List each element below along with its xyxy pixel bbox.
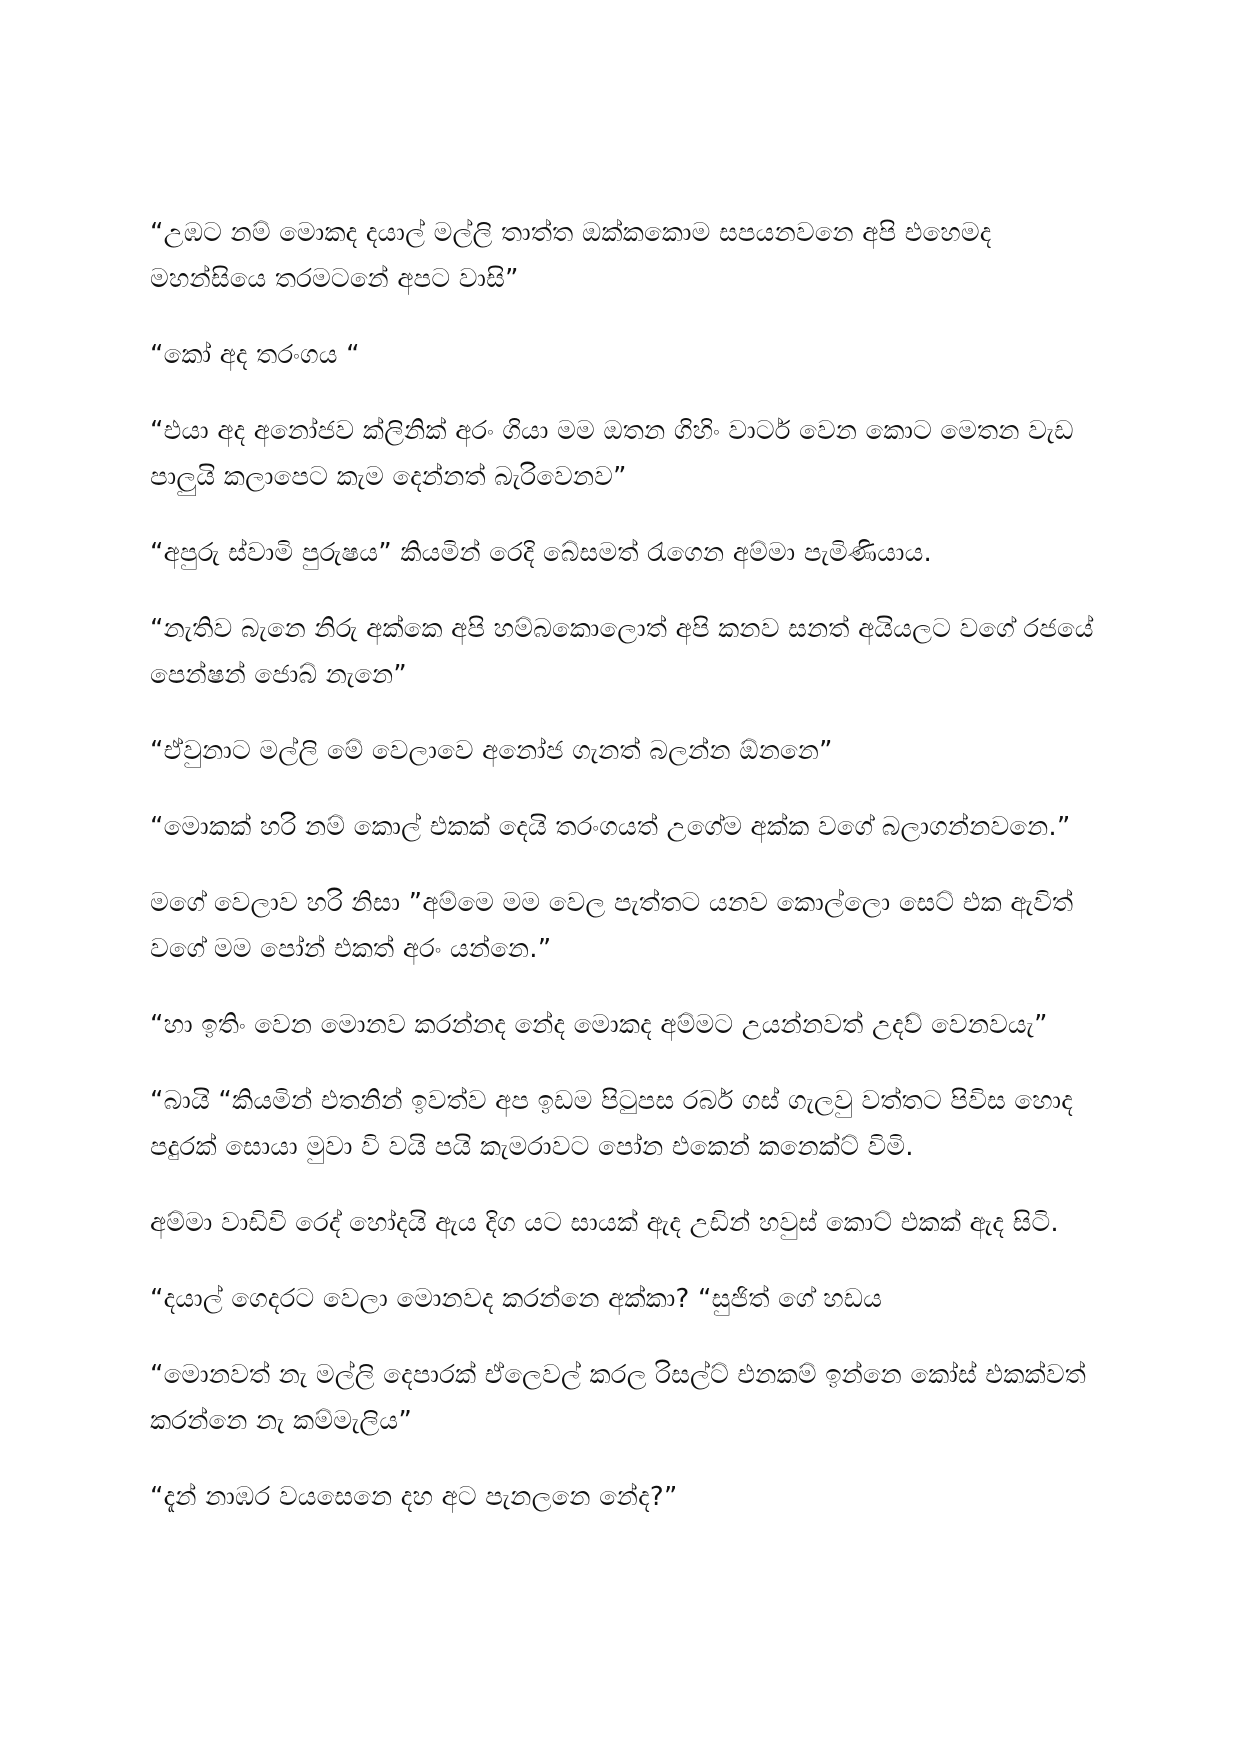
paragraph-2: “කෝ අද තරංගය “	[150, 340, 360, 370]
paragraph-7: “මොකක් හරි නම් කොල් එකක් දෙයි තරංගයත් උගේම අක්ක වගේ බලාගන්නවනෙ.”	[150, 812, 1071, 842]
paragraph-1: “උඹට නම් මොකද දයාල් මල්ලි තාත්ත ඔක්කකොම සපයනවනෙ අපි එහෙමද මහන්සියෙ තරමටනේ අපට වාසි”	[150, 218, 992, 294]
paragraph-4: “අපුරු ස්වාමි පුරුෂය” කියමින් රෙදි බේසමත් රැගෙන අම්මා පැමිණියාය.	[150, 538, 933, 568]
paragraph-11: අම්මා වාඩිවි රෙද් හෝදයි ඇය දිග යට සායක් ඇද උඩින් හවුස් කොට් එකක් ඇද සිටි.	[150, 1208, 1059, 1238]
paragraph-9: “හා ඉතිං වෙන මොනව කරන්නද නේද මොකද අම්මට උයන්නවත් උදව් වෙනවයැ”	[150, 1010, 1048, 1040]
paragraph-13: “මොනවත් නැ මල්ලි දෙපාරක් ඒලෙවල් කරල රිසල්ට් එනකම් ඉන්නෙ කෝස් එකක්වත් කරන්නෙ නැ කම්මැලිය”	[150, 1360, 1087, 1436]
paragraph-12: “දයාල් ගෙදරට වෙලා මොනවද කරන්නෙ අක්කා? “සුජිත් ගේ හඩය	[150, 1284, 883, 1314]
paragraph-5: “නැතිව බැනෙ නිරු අක්කෙ අපි හම්බකොලොත් අපි කනව සනත් අයියලට වගේ රජයේ පෙන්ෂන් ජොබ් නැනෙ”	[150, 614, 1094, 690]
paragraph-8: මගේ වෙලාව හරි නිසා ”අම්මෙ මම වෙල පැත්තට යනව කොල්ලො සෙට් එක ඇවිත් වගේ මම පෝන් එකත් අරං යන්නෙ.”	[150, 888, 1074, 964]
paragraph-3: “එයා අද අනෝජව ක්ලිනික් අරං ගියා මම ඔතන ගිහිං වාටර් වෙන කොට මෙතන වැඩ පාලුයි කලාපෙට කැම දෙන්නත් බැරිවෙනව”	[150, 416, 1074, 492]
paragraph-14: “දැන් නාඹර වයසෙනෙ දහ අට පැනලනෙ නේද?”	[150, 1482, 678, 1512]
paragraph-6: “ඒවුනාට මල්ලි මේ වෙලාවෙ අනෝජ ගැනත් බලන්න ඕනනෙ”	[150, 736, 833, 766]
story-text	[150, 210, 1110, 1550]
paragraph-10: “බායි “කියමින් එතනින් ඉවත්ව අප ඉඩම පිටුපස රබර් ගස් ගැලවු වත්තට පිවිස හොද පදුරක් සොයා මුවා වි වයි පයි කැමරාවට පෝන එකෙන් කනෙක්ට් විමි.	[150, 1086, 1074, 1162]
